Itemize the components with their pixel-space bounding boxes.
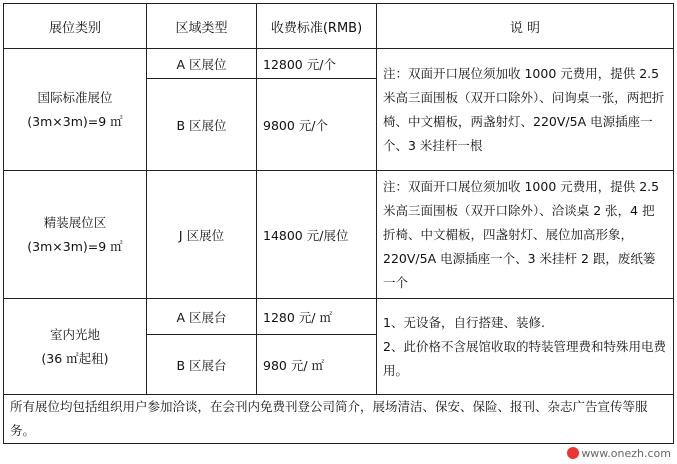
note-line: 2、此价格不含展馆收取的特装管理费和特殊用电费用。 [383, 338, 666, 378]
header-area-type: 区域类型 [147, 4, 257, 49]
area-cell: B 区展台 [147, 335, 257, 395]
category-name: 室内光地 [49, 326, 100, 342]
category-cell [4, 299, 147, 395]
footer-note: 所有展位均包括组织用户参加洽谈，在会刊内免费刊登公司简介，展场清洁、保安、保险、报刊、杂志广告宣传等服务。 [4, 395, 674, 444]
price-cell: 14800 元/展位 [257, 171, 377, 299]
price-cell: 1280 元/ ㎡ [257, 299, 377, 335]
area-cell: A 区展台 [147, 299, 257, 335]
header-category: 展位类别 [4, 4, 147, 49]
area-cell: J 区展位 [147, 171, 257, 299]
category-cell [4, 171, 147, 299]
watermark-text: www.onezh.com [581, 447, 671, 460]
category-size: (3m×3m)=9 ㎡ [27, 113, 123, 129]
header-row [4, 4, 674, 49]
category-name: 国际标准展位 [37, 89, 113, 105]
price-cell: 980 元/ ㎡ [257, 335, 377, 395]
watermark [567, 447, 671, 460]
footer-row [4, 395, 674, 444]
category-size: (3m×3m)=9 ㎡ [27, 238, 123, 254]
header-price: 收费标准(RMB) [257, 4, 377, 49]
header-description: 说 明 [377, 4, 674, 49]
site-logo-icon [567, 447, 579, 459]
table-row [4, 299, 674, 335]
note-cell: 注：双面开口展位须加收 1000 元费用，提供 2.5 米高三面围板（双开口除外）、洽谈桌 2 张，4 把折椅、中文楣板，四盏射灯、展位加高形象，220V/5A 电源插座一个、3 米挂杆 2 跟，废纸篓一个 [377, 171, 674, 299]
category-cell [4, 49, 147, 171]
price-table [3, 3, 674, 444]
category-size: (36 ㎡起租) [41, 350, 109, 366]
table-row [4, 49, 674, 79]
note-cell [377, 299, 674, 395]
category-name: 精装展位区 [43, 214, 107, 230]
table-row [4, 171, 674, 299]
note-cell: 注：双面开口展位须加收 1000 元费用，提供 2.5 米高三面围板（双开口除外）、问询桌一张，两把折椅、中文楣板，两盏射灯、220V/5A 电源插座一个、3 米挂杆一根 [377, 49, 674, 171]
price-cell: 9800 元/个 [257, 79, 377, 171]
area-cell: B 区展位 [147, 79, 257, 171]
note-line: 1、无设备，自行搭建、装修. [383, 314, 545, 330]
area-cell: A 区展位 [147, 49, 257, 79]
price-cell: 12800 元/个 [257, 49, 377, 79]
